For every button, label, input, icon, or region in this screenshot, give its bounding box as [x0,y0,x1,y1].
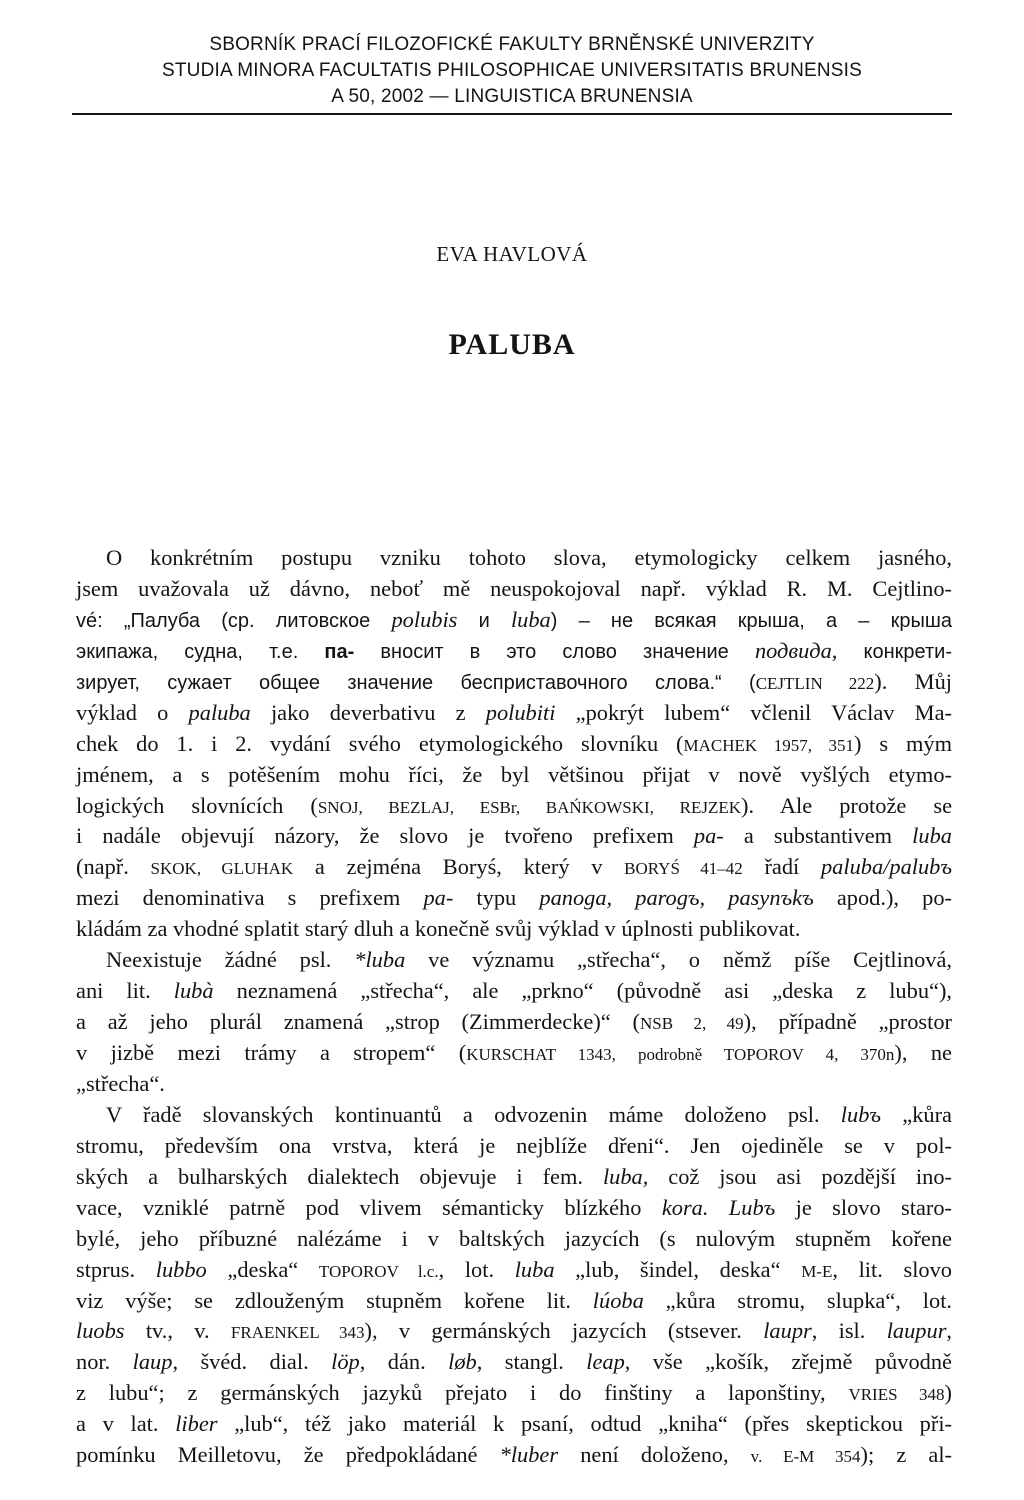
article-body [76,543,952,1471]
body-line: зирует, сужает общее значение бесприставочного слова.“ (CEJTLIN 222). Můj [76,668,952,694]
body-line: jménem, a s potěšením mohu říci, že byl většinou přijat v nově vyšlých etymo- [76,761,952,787]
body-line: stromu, především ona vrstva, která je nejblíže dřeni“. Jen ojediněle se v pol- [76,1132,952,1158]
body-line: bylé, jeho příbuzné nalézáme i v baltských jazycích (s nulovým stupněm kořene [76,1225,952,1251]
body-line: a až jeho plurál znamená „strop (Zimmerdecke)“ (NSB 2, 49), případně „prostor [76,1009,952,1035]
body-line: logických slovnících (SNOJ, BEZLAJ, ESBr, BAŃKOWSKI, REJZEK). Ale protože se [76,792,953,818]
header-rule [72,113,952,115]
body-line: viz výše; se zdlouženým stupněm kořene lit. lúoba „kůra stromu, slupka“, lot. [76,1287,953,1313]
body-line: luobs tv., v. FRAENKEL 343), v germánských jazycích (stsever. laupr, isl. laupur, [76,1318,953,1344]
body-line: ských a bulharských dialektech objevuje i fem. luba, což jsou asi pozdější ino- [76,1163,952,1189]
body-line: „střecha“. [76,1070,165,1096]
author-name: EVA HAVLOVÁ [436,242,588,266]
body-line: экипажа, судна, т.е. па- вносит в это слово значение подвида, конкрети- [76,637,952,663]
body-line: a v lat. liber „lub“, též jako materiál k psaní, odtud „kniha“ (přes skeptickou při- [76,1411,952,1437]
body-line: z lubu“; z germánských jazyků přejato i do finštiny a laponštiny, VRIES 348) [76,1380,952,1406]
body-line: Neexistuje žádné psl. *luba ve významu „střecha“, o němž píše Cejtlinová, [106,947,952,973]
journal-header [72,32,952,110]
body-line: V řadě slovanských kontinuantů a odvozenin máme doloženo psl. lubъ „kůra [106,1101,952,1127]
body-line: výklad o paluba jako deverbativu z polubiti „pokrýt lubem“ včlenil Václav Ma- [76,699,952,725]
body-line: vé: „Палуба (ср. литовское polubis и luba) – не всякая крыша, а – крыша [76,606,952,632]
body-line: i nadále objevují názory, že slovo je tvořeno prefixem pa- a substantivem luba [76,823,952,849]
body-line: kládám za vhodné splatit starý dluh a konečně svůj výklad v úplnosti publikovat. [76,916,801,942]
body-line: O konkrétním postupu vzniku tohoto slova, etymologicky celkem jasného, [106,545,952,570]
body-line: stprus. lubbo „deska“ TOPOROV l.c., lot. luba „lub, šindel, deska“ M-E, lit. slovo [76,1256,952,1282]
body-line: vace, vzniklé patrně pod vlivem sémanticky blízkého kora. Lubъ je slovo staro- [76,1194,953,1220]
body-line: (např. SKOK, GLUHAK a zejména Boryś, který v BORYŚ 41–42 řadí paluba/palubъ [76,854,952,880]
body-line: mezi denominativa s prefixem pa- typu panoga, parogъ, pasynъkъ apod.), po- [76,885,952,911]
body-line: chek do 1. i 2. vydání svého etymologického slovníku (MACHEK 1957, 351) s mým [76,730,952,756]
header-line-3: A 50, 2002 — LINGUISTICA BRUNENSIA [331,86,693,107]
body-line: jsem uvažovala už dávno, neboť mě neuspokojoval např. výklad R. M. Cejtlino- [76,575,952,601]
article-title: PALUBA [448,328,576,361]
body-line: nor. laup, švéd. dial. löp, dán. løb, stangl. leap, vše „košík, zřejmě původně [76,1349,952,1375]
header-line-1: SBORNÍK PRACÍ FILOZOFICKÉ FAKULTY BRNĚNSKÉ UNIVERZITY [209,34,815,55]
body-line: v jizbě mezi trámy a stropem“ (KURSCHAT 1343, podrobně TOPOROV 4, 370n), ne [76,1040,952,1065]
body-line: ani lit. lubà neznamená „střecha“, ale „prkno“ (původně asi „deska z lubu“), [76,978,953,1004]
body-line: pomínku Meilletovu, že předpokládané *luber není doloženo, v. E-M 354); z al- [76,1442,952,1468]
header-line-2: STUDIA MINORA FACULTATIS PHILOSOPHICAE UNIVERSITATIS BRUNENSIS [161,60,863,81]
